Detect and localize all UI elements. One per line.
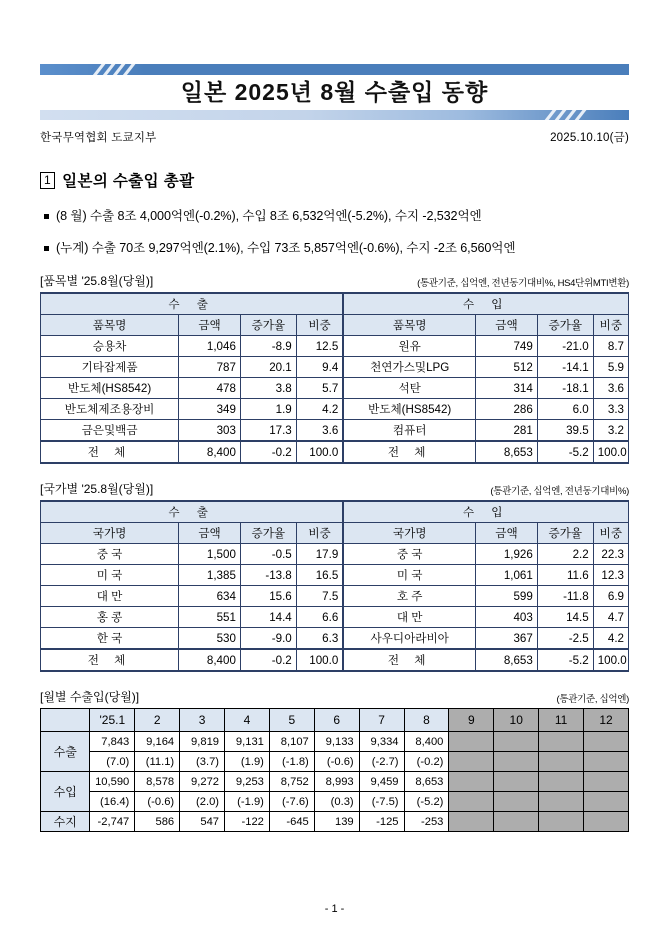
export-country-name: 홍 콩 <box>41 607 179 628</box>
monthly-data-row <box>41 772 629 792</box>
import-country-name: 대 만 <box>343 607 475 628</box>
monthly-value-cell: -253 <box>404 812 449 832</box>
monthly-rate-cell: (2.0) <box>180 792 225 812</box>
monthly-row-label: 수지 <box>41 812 90 832</box>
export-item-amount: 1,046 <box>179 336 241 357</box>
export-country-share: 6.6 <box>296 607 343 628</box>
summary-bullet-list <box>40 205 629 256</box>
table-header-row <box>41 315 629 336</box>
import-item-name: 천연가스및LPG <box>343 357 475 378</box>
monthly-row-label: 수입 <box>41 772 90 812</box>
monthly-rate-cell: (-0.6) <box>314 752 359 772</box>
import-item-amount: 281 <box>476 420 538 442</box>
monthly-rate-cell: (0.3) <box>314 792 359 812</box>
country-table-block <box>40 480 629 672</box>
monthly-data-row <box>41 732 629 752</box>
export-country-name: 한 국 <box>41 628 179 650</box>
table-row <box>41 586 629 607</box>
monthly-value-cell <box>539 812 584 832</box>
monthly-rate-cell: (-0.6) <box>135 792 180 812</box>
page-title: 일본 2025년 8월 수출입 동향 <box>180 79 489 105</box>
month-header-6: 6 <box>314 709 359 732</box>
col-header-import-country: 국가명 <box>343 523 475 544</box>
import-total-label: 전 체 <box>343 649 475 671</box>
country-table-caption-row <box>40 480 629 497</box>
monthly-rate-cell: (-1.8) <box>269 752 314 772</box>
commodity-table-block <box>40 272 629 464</box>
col-header-import-amount: 금액 <box>476 315 538 336</box>
month-header-2: 2 <box>135 709 180 732</box>
commodity-table-caption: [품목별 '25.8월(당월)] <box>40 274 154 288</box>
monthly-value-cell: 8,653 <box>404 772 449 792</box>
export-item-growth: 17.3 <box>240 420 296 442</box>
col-header-import-growth: 증가율 <box>537 523 593 544</box>
export-item-growth: 20.1 <box>240 357 296 378</box>
col-header-export-share: 비중 <box>296 315 343 336</box>
month-header-9: 9 <box>449 709 494 732</box>
import-item-share: 5.9 <box>593 357 628 378</box>
monthly-table-caption-row <box>40 688 629 705</box>
monthly-table <box>40 708 629 832</box>
monthly-value-cell: 586 <box>135 812 180 832</box>
monthly-value-cell: 547 <box>180 812 225 832</box>
list-item <box>40 205 629 224</box>
import-country-share: 22.3 <box>593 544 628 565</box>
bullet-square-icon <box>44 246 49 251</box>
import-country-name: 미 국 <box>343 565 475 586</box>
commodity-table-caption-row <box>40 272 629 289</box>
monthly-value-cell <box>584 772 629 792</box>
table-group-header-row <box>41 293 629 315</box>
monthly-header-row <box>41 709 629 732</box>
bullet-text: (8 월) 수출 8조 4,000억엔(-0.2%), 수입 8조 6,532억엔(-5.2%), 수지 -2,532억엔 <box>56 209 482 223</box>
table-row <box>41 420 629 442</box>
monthly-value-cell <box>449 812 494 832</box>
import-total-amount: 8,653 <box>476 441 538 463</box>
col-header-export-growth: 증가율 <box>240 523 296 544</box>
import-item-name: 원유 <box>343 336 475 357</box>
export-total-growth: -0.2 <box>240 649 296 671</box>
col-header-export-growth: 증가율 <box>240 315 296 336</box>
export-item-share: 4.2 <box>296 399 343 420</box>
table-row <box>41 544 629 565</box>
import-item-name: 석탄 <box>343 378 475 399</box>
export-item-growth: -8.9 <box>240 336 296 357</box>
import-item-share: 3.3 <box>593 399 628 420</box>
table-row <box>41 336 629 357</box>
import-country-amount: 1,061 <box>476 565 538 586</box>
import-item-name: 반도체(HS8542) <box>343 399 475 420</box>
monthly-value-cell: 8,107 <box>269 732 314 752</box>
import-item-share: 3.6 <box>593 378 628 399</box>
title-banner <box>40 64 629 120</box>
col-header-export-amount: 금액 <box>179 315 241 336</box>
import-item-amount: 512 <box>476 357 538 378</box>
monthly-rate-cell: (16.4) <box>90 792 135 812</box>
import-item-growth: -21.0 <box>537 336 593 357</box>
monthly-rate-row <box>41 752 629 772</box>
monthly-table-block <box>40 688 629 832</box>
monthly-value-cell <box>449 732 494 752</box>
import-item-name: 컴퓨터 <box>343 420 475 442</box>
monthly-value-cell <box>584 732 629 752</box>
import-item-growth: 39.5 <box>537 420 593 442</box>
monthly-value-cell: 9,272 <box>180 772 225 792</box>
month-header-10: 10 <box>494 709 539 732</box>
monthly-rate-row <box>41 792 629 812</box>
import-total-amount: 8,653 <box>476 649 538 671</box>
monthly-row-label: 수출 <box>41 732 90 772</box>
export-item-name: 승용차 <box>41 336 179 357</box>
monthly-value-cell: 9,253 <box>225 772 270 792</box>
section-title: 일본의 수출입 총괄 <box>62 173 195 190</box>
monthly-value-cell: 9,334 <box>359 732 404 752</box>
month-header-7: 7 <box>359 709 404 732</box>
export-country-growth: 15.6 <box>240 586 296 607</box>
import-country-share: 6.9 <box>593 586 628 607</box>
monthly-rate-cell: (-7.5) <box>359 792 404 812</box>
import-total-share: 100.0 <box>593 649 628 671</box>
organization-name: 한국무역협회 도쿄지부 <box>40 132 157 144</box>
export-item-amount: 478 <box>179 378 241 399</box>
col-header-import-name: 품목명 <box>343 315 475 336</box>
col-header-export-share: 비중 <box>296 523 343 544</box>
import-item-share: 3.2 <box>593 420 628 442</box>
import-country-name: 호 주 <box>343 586 475 607</box>
monthly-table-note: (통관기준, 십억엔) <box>556 694 629 705</box>
monthly-value-cell: 9,133 <box>314 732 359 752</box>
commodity-table <box>40 292 629 464</box>
monthly-rate-cell <box>449 752 494 772</box>
export-country-name: 미 국 <box>41 565 179 586</box>
export-country-amount: 551 <box>179 607 241 628</box>
table-row <box>41 607 629 628</box>
monthly-rate-cell <box>539 792 584 812</box>
monthly-value-cell <box>494 812 539 832</box>
export-country-amount: 1,500 <box>179 544 241 565</box>
export-country-share: 7.5 <box>296 586 343 607</box>
monthly-rate-cell: (3.7) <box>180 752 225 772</box>
col-header-export-country: 국가명 <box>41 523 179 544</box>
month-header-1: '25.1 <box>90 709 135 732</box>
import-country-share: 4.2 <box>593 628 628 650</box>
list-item <box>40 237 629 256</box>
monthly-value-cell: -645 <box>269 812 314 832</box>
monthly-corner-cell <box>41 709 90 732</box>
import-country-share: 4.7 <box>593 607 628 628</box>
col-header-import-amount: 금액 <box>476 523 538 544</box>
import-total-growth: -5.2 <box>537 441 593 463</box>
import-item-amount: 749 <box>476 336 538 357</box>
export-group-label: 수 출 <box>41 501 344 523</box>
import-country-amount: 599 <box>476 586 538 607</box>
export-item-share: 3.6 <box>296 420 343 442</box>
monthly-value-cell: 8,993 <box>314 772 359 792</box>
monthly-rate-cell: (-7.6) <box>269 792 314 812</box>
import-item-amount: 314 <box>476 378 538 399</box>
monthly-rate-cell <box>449 792 494 812</box>
monthly-value-cell <box>584 812 629 832</box>
table-total-row <box>41 441 629 463</box>
monthly-rate-cell: (1.9) <box>225 752 270 772</box>
import-country-growth: 14.5 <box>537 607 593 628</box>
import-item-growth: 6.0 <box>537 399 593 420</box>
monthly-value-cell <box>539 772 584 792</box>
table-row <box>41 628 629 650</box>
import-country-growth: -11.8 <box>537 586 593 607</box>
export-item-name: 기타잡제품 <box>41 357 179 378</box>
monthly-rate-cell: (-2.7) <box>359 752 404 772</box>
export-item-name: 금은및백금 <box>41 420 179 442</box>
import-total-share: 100.0 <box>593 441 628 463</box>
table-row <box>41 565 629 586</box>
import-country-amount: 1,926 <box>476 544 538 565</box>
monthly-value-cell: 139 <box>314 812 359 832</box>
country-table-caption: [국가별 '25.8월(당월)] <box>40 482 154 496</box>
import-country-growth: 11.6 <box>537 565 593 586</box>
import-country-growth: -2.5 <box>537 628 593 650</box>
export-country-amount: 530 <box>179 628 241 650</box>
export-total-amount: 8,400 <box>179 649 241 671</box>
export-country-share: 6.3 <box>296 628 343 650</box>
bullet-text: (누계) 수출 70조 9,297억엔(2.1%), 수입 73조 5,857억엔(-0.6%), 수지 -2조 6,560억엔 <box>56 241 516 255</box>
col-header-import-share: 비중 <box>593 523 628 544</box>
diagonal-stripes-icon <box>90 64 142 75</box>
import-item-growth: -14.1 <box>537 357 593 378</box>
monthly-rate-cell <box>494 792 539 812</box>
col-header-import-share: 비중 <box>593 315 628 336</box>
export-item-amount: 303 <box>179 420 241 442</box>
monthly-value-cell: 10,590 <box>90 772 135 792</box>
table-row <box>41 378 629 399</box>
country-table-note: (통관기준, 십억엔, 전년동기대비%) <box>490 486 629 497</box>
export-country-growth: -13.8 <box>240 565 296 586</box>
import-country-name: 사우디아라비아 <box>343 628 475 650</box>
export-item-share: 9.4 <box>296 357 343 378</box>
table-row <box>41 357 629 378</box>
monthly-value-cell: 9,164 <box>135 732 180 752</box>
monthly-rate-cell <box>584 792 629 812</box>
section-number-badge: 1 <box>40 172 55 189</box>
import-country-amount: 367 <box>476 628 538 650</box>
export-country-growth: -0.5 <box>240 544 296 565</box>
export-total-amount: 8,400 <box>179 441 241 463</box>
monthly-value-cell <box>494 772 539 792</box>
commodity-table-note: (통관기준, 십억엔, 전년동기대비%, HS4단위MTI변환) <box>417 278 629 289</box>
monthly-rate-cell: (-1.9) <box>225 792 270 812</box>
month-header-4: 4 <box>225 709 270 732</box>
month-header-12: 12 <box>584 709 629 732</box>
export-item-amount: 349 <box>179 399 241 420</box>
monthly-value-cell: 9,459 <box>359 772 404 792</box>
publication-date: 2025.10.10(금) <box>550 132 629 144</box>
import-country-growth: 2.2 <box>537 544 593 565</box>
banner-bottom-bar <box>40 110 629 120</box>
monthly-value-cell <box>539 732 584 752</box>
monthly-value-cell <box>449 772 494 792</box>
monthly-value-cell: 7,843 <box>90 732 135 752</box>
import-total-label: 전 체 <box>343 441 475 463</box>
monthly-rate-cell: (-5.2) <box>404 792 449 812</box>
export-item-growth: 3.8 <box>240 378 296 399</box>
export-country-growth: 14.4 <box>240 607 296 628</box>
country-table <box>40 500 629 672</box>
monthly-rate-cell <box>494 752 539 772</box>
monthly-rate-cell <box>539 752 584 772</box>
monthly-rate-cell: (-0.2) <box>404 752 449 772</box>
diagonal-stripes-icon-right <box>541 110 593 120</box>
monthly-value-cell: 8,400 <box>404 732 449 752</box>
import-country-amount: 403 <box>476 607 538 628</box>
export-country-name: 대 만 <box>41 586 179 607</box>
export-item-share: 5.7 <box>296 378 343 399</box>
export-total-label: 전 체 <box>41 649 179 671</box>
section-heading <box>40 169 629 191</box>
month-header-3: 3 <box>180 709 225 732</box>
export-country-amount: 634 <box>179 586 241 607</box>
import-country-share: 12.3 <box>593 565 628 586</box>
export-country-share: 16.5 <box>296 565 343 586</box>
export-total-label: 전 체 <box>41 441 179 463</box>
import-item-amount: 286 <box>476 399 538 420</box>
monthly-value-cell: 8,578 <box>135 772 180 792</box>
col-header-import-growth: 증가율 <box>537 315 593 336</box>
export-item-growth: 1.9 <box>240 399 296 420</box>
export-group-label: 수 출 <box>41 293 344 315</box>
export-total-growth: -0.2 <box>240 441 296 463</box>
export-item-share: 12.5 <box>296 336 343 357</box>
table-total-row <box>41 649 629 671</box>
table-row <box>41 399 629 420</box>
export-item-amount: 787 <box>179 357 241 378</box>
monthly-data-row <box>41 812 629 832</box>
export-item-name: 반도체(HS8542) <box>41 378 179 399</box>
month-header-8: 8 <box>404 709 449 732</box>
bullet-square-icon <box>44 214 49 219</box>
monthly-value-cell: 8,752 <box>269 772 314 792</box>
import-group-label: 수 입 <box>343 293 628 315</box>
month-header-11: 11 <box>539 709 584 732</box>
export-country-growth: -9.0 <box>240 628 296 650</box>
monthly-rate-cell: (7.0) <box>90 752 135 772</box>
monthly-value-cell: -125 <box>359 812 404 832</box>
monthly-value-cell: 9,819 <box>180 732 225 752</box>
page-number: - 1 - <box>324 903 345 915</box>
banner-top-bar <box>40 64 629 75</box>
table-header-row <box>41 523 629 544</box>
import-group-label: 수 입 <box>343 501 628 523</box>
monthly-value-cell <box>494 732 539 752</box>
monthly-rate-cell <box>584 752 629 772</box>
col-header-export-amount: 금액 <box>179 523 241 544</box>
monthly-value-cell: 9,131 <box>225 732 270 752</box>
import-item-growth: -18.1 <box>537 378 593 399</box>
export-total-share: 100.0 <box>296 649 343 671</box>
byline-row <box>40 129 629 145</box>
import-item-share: 8.7 <box>593 336 628 357</box>
col-header-export-name: 품목명 <box>41 315 179 336</box>
export-country-amount: 1,385 <box>179 565 241 586</box>
monthly-table-caption: [월별 수출입(당월)] <box>40 690 140 704</box>
import-country-name: 중 국 <box>343 544 475 565</box>
export-country-name: 중 국 <box>41 544 179 565</box>
month-header-5: 5 <box>269 709 314 732</box>
page-footer <box>0 903 669 915</box>
import-total-growth: -5.2 <box>537 649 593 671</box>
export-item-name: 반도체제조용장비 <box>41 399 179 420</box>
export-total-share: 100.0 <box>296 441 343 463</box>
monthly-value-cell: -122 <box>225 812 270 832</box>
monthly-value-cell: -2,747 <box>90 812 135 832</box>
monthly-rate-cell: (11.1) <box>135 752 180 772</box>
export-country-share: 17.9 <box>296 544 343 565</box>
table-group-header-row <box>41 501 629 523</box>
